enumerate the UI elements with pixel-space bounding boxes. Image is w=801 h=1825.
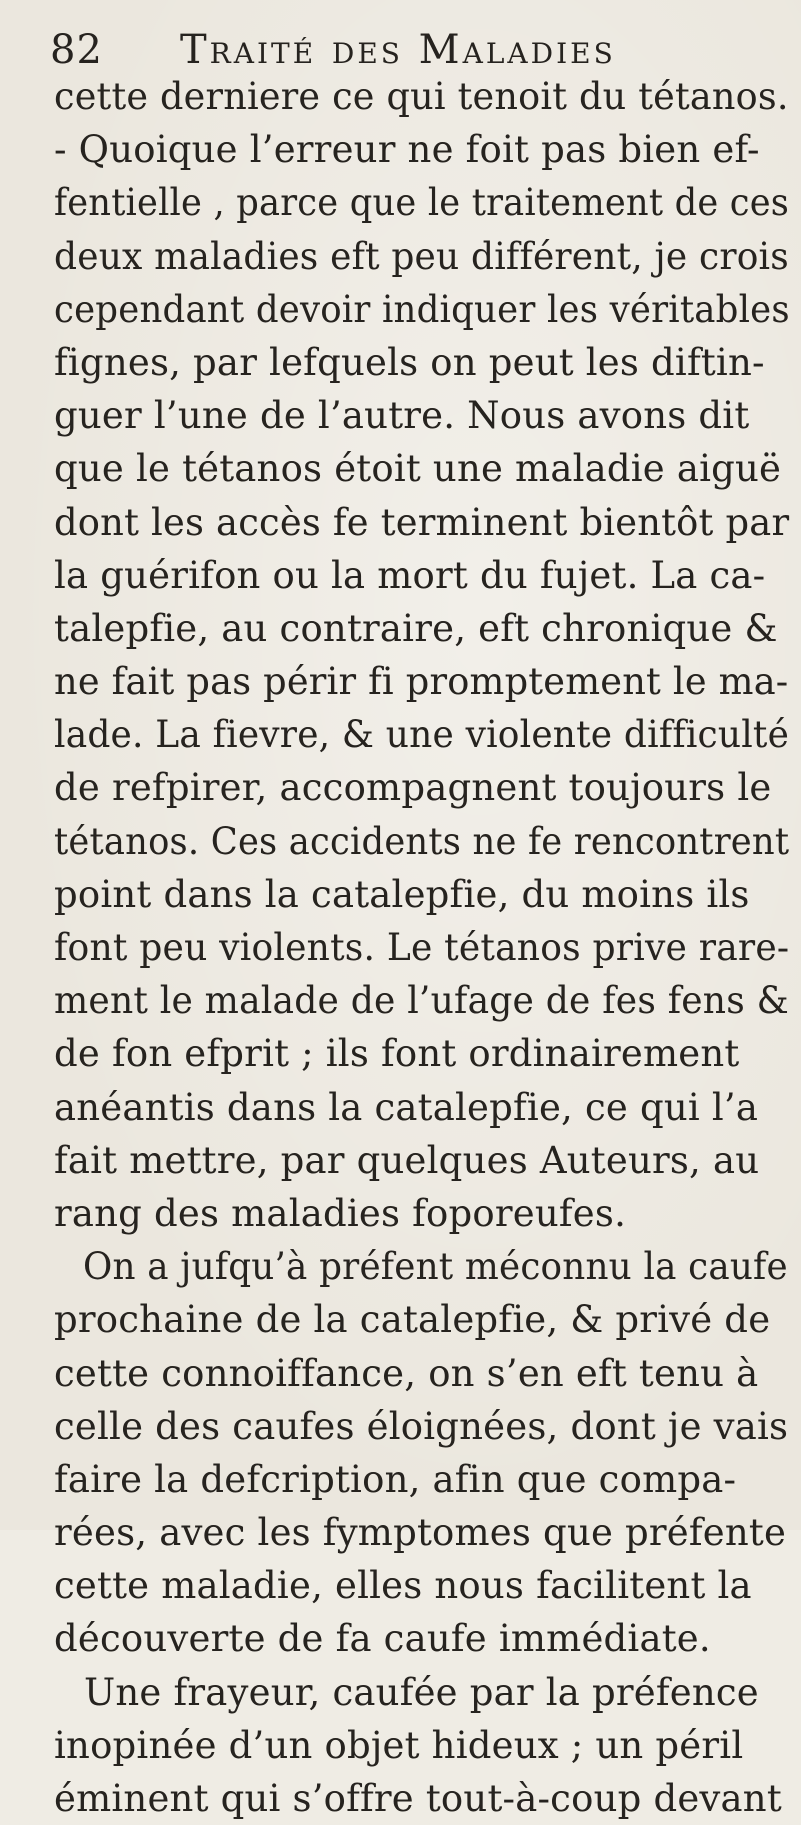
text-line: que le tétanos étoit une maladie aiguë — [54, 447, 782, 491]
text-line: dont les accès fe terminent bientôt par — [54, 500, 790, 544]
text-line: fentielle , parce que le traitement de ces — [54, 181, 790, 225]
text-line: ment le malade de l’ufage de fes fens & — [54, 979, 789, 1023]
text-line: cependant devoir indiquer les véritables — [54, 287, 790, 331]
text-line: cette derniere ce qui tenoit du tétanos. — [54, 75, 789, 118]
text-line: celle des caufes éloignées, dont je vais — [54, 1404, 789, 1448]
text-line: faire la defcription, afin que compa- — [54, 1457, 737, 1501]
body-text — [54, 70, 801, 1825]
text-line: lade. La fievre, & une violente difficulté — [54, 713, 790, 757]
page-number: 82 — [50, 27, 103, 73]
text-line: fignes, par lefquels on peut les diftin- — [54, 340, 765, 384]
text-line: inopinée d’un objet hideux ; un péril — [54, 1723, 744, 1767]
running-title: Traité des Maladies — [180, 27, 616, 73]
text-line: On a jufqu’à préfent méconnu la caufe — [82, 1245, 788, 1289]
text-line: rang des maladies foporeufes. — [54, 1191, 627, 1235]
text-line: la guérifon ou la mort du fujet. La ca- — [54, 553, 766, 597]
text-line: fait mettre, par quelques Auteurs, au — [54, 1138, 760, 1182]
text-line: talepfie, au contraire, eft chronique & — [54, 606, 778, 650]
text-line: de fon efprit ; ils font ordinairement — [54, 1032, 740, 1076]
text-line: anéantis dans la catalepfie, ce qui l’a — [54, 1085, 759, 1129]
text-line: rées, avec les fymptomes que préfente — [54, 1511, 787, 1555]
text-line: de refpirer, accompagnent toujours le — [54, 766, 772, 810]
text-line: Une frayeur, caufée par la préfence — [84, 1670, 759, 1714]
text-line: éminent qui s’offre tout-à-coup devant — [54, 1777, 782, 1820]
text-line: cette connoiffance, on s’en eft tenu à — [54, 1351, 759, 1395]
text-line: cette maladie, elles nous facilitent la — [54, 1564, 752, 1608]
text-line: deux maladies eft peu différent, je crois — [54, 234, 789, 278]
text-line: point dans la catalepfie, du moins ils — [54, 872, 750, 916]
text-line: découverte de fa caufe immédiate. — [54, 1617, 711, 1661]
text-line: font peu violents. Le tétanos prive rare- — [54, 926, 790, 969]
text-line: - Quoique l’erreur ne foit pas bien ef- — [54, 128, 760, 172]
text-line: tétanos. Ces accidents ne fe rencontrent — [54, 819, 790, 863]
text-line: guer l’une de l’autre. Nous avons dit — [54, 394, 750, 438]
text-line: ne fait pas périr fi promptement le ma- — [54, 660, 789, 704]
text-line: prochaine de la catalepfie, & privé de — [54, 1298, 771, 1342]
